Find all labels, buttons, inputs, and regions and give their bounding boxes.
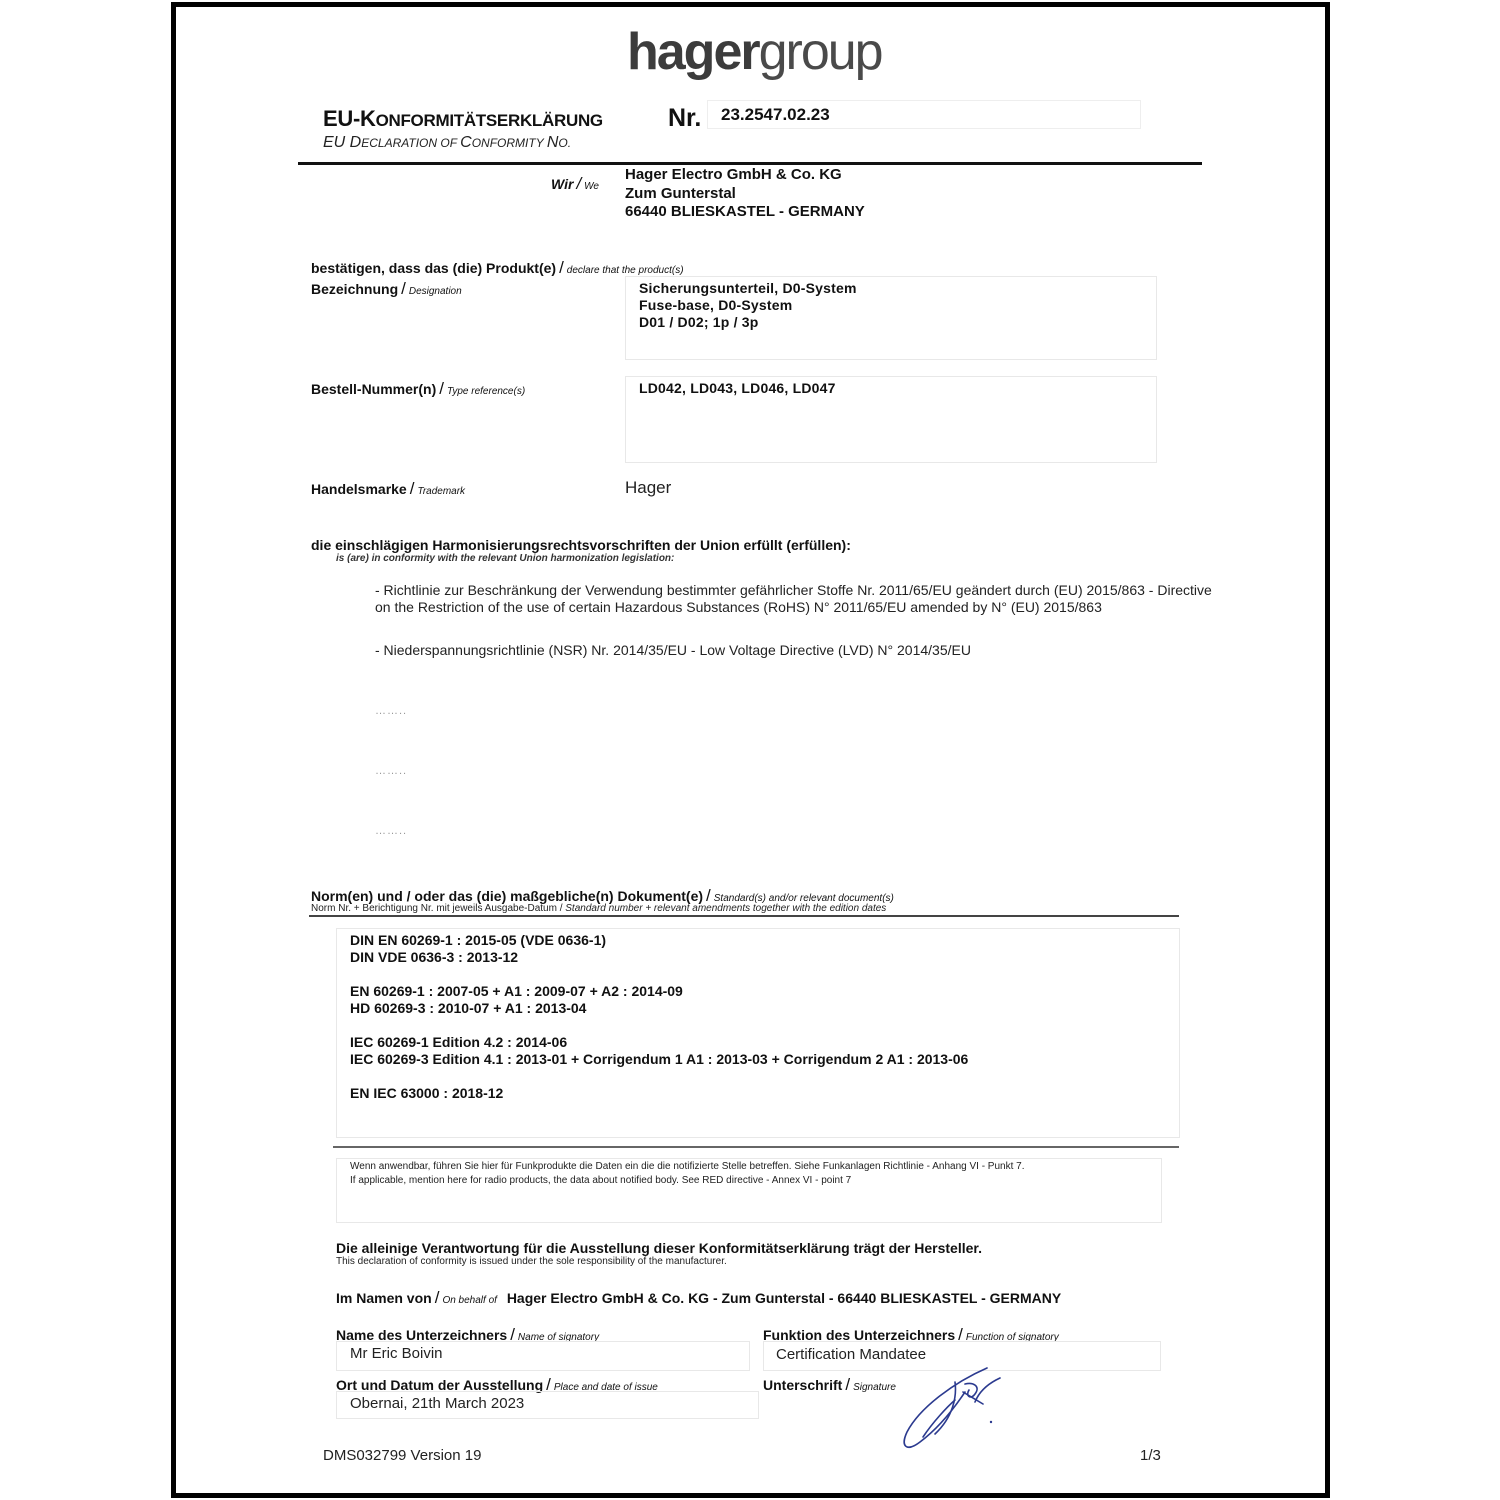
page-number: 1/3 <box>1140 1447 1161 1464</box>
legislation-placeholder: …….. <box>375 765 408 777</box>
legislation-item-lvd: - Niederspannungsrichtlinie (NSR) Nr. 2014/35/EU - Low Voltage Directive (LVD) N° 2014/35/EU <box>375 642 971 658</box>
designation-label: Bezeichnung / Designation <box>311 279 462 298</box>
document-page <box>171 2 1330 1498</box>
standards-subheading: Norm Nr. + Berichtigung Nr. mit jeweils Ausgabe-Datum / Standard number + relevant amendments together with the edition dates <box>311 903 887 914</box>
we-label: Wir / We <box>551 174 599 193</box>
standards-list: DIN EN 60269-1 : 2015-05 (VDE 0636-1) DIN VDE 0636-3 : 2013-12 EN 60269-1 : 2007-05 + A1 : 2009-07 + A2 : 2014-09 HD 60269-3 : 2010-07 + A1 : 2013-04 IEC 60269-1 Edition 4.2 : 2014-06 IEC 60269-3 Edition 4.1 : 2013-01 + Corrigendum 1 A1 : 2013-03 + Corrigendum 2 A1 : 2013-06 EN IEC 63000 : 2018-12 <box>350 932 969 1101</box>
signature-icon <box>895 1362 1015 1457</box>
signatory-function-label: Funktion des Unterzeichners / Function of signatory <box>763 1325 1059 1344</box>
manufacturer-address: Hager Electro GmbH & Co. KG Zum Gunterstal 66440 BLIESKASTEL - GERMANY <box>625 166 865 220</box>
designation-value: Sicherungsunterteil, D0-System Fuse-base, D0-System D01 / D02; 1p / 3p <box>639 280 857 330</box>
legislation-heading: die einschlägigen Harmonisierungsrechtsvorschriften der Union erfüllt (erfüllen): <box>311 537 851 553</box>
title-english: EU DECLARATION OF CONFORMITY NO. <box>323 134 572 151</box>
radio-products-note: Wenn anwendbar, führen Sie hier für Funkprodukte die Daten ein die die notifizierte Stelle betreffen. Siehe Funkanlagen Richtlinie - Anhang VI - Punkt 7. If applicable, mention here for radio products, the data about notified body. See RED directive - Annex VI - point 7 <box>350 1161 1025 1186</box>
responsibility-statement-en: This declaration of conformity is issued under the sole responsibility of the manufacturer. <box>336 1256 727 1267</box>
document-version: DMS032799 Version 19 <box>323 1447 482 1464</box>
signatory-name-label: Name des Unterzeichners / Name of signatory <box>336 1325 600 1344</box>
legislation-item-rohs: - Richtlinie zur Beschränkung der Verwendung bestimmter gefährlicher Stoffe Nr. 2011/65/EU geändert durch (EU) 2015/863 - Directive on the Restriction of the use of certain Hazardous Substances (RoHS) N° 2011/65/EU amended by N° (EU) 2015/863 <box>375 582 1212 615</box>
declaration-number: 23.2547.02.23 <box>721 105 830 124</box>
product-intro: bestätigen, dass das (die) Produkt(e) / declare that the product(s) <box>311 258 684 277</box>
type-reference-value: LD042, LD043, LD046, LD047 <box>639 380 836 396</box>
legislation-subheading: is (are) in conformity with the relevant Union harmonization legislation: <box>336 553 675 564</box>
responsibility-statement: Die alleinige Verantwortung für die Ausstellung dieser Konformitätserklärung trägt der Hersteller. <box>336 1240 982 1256</box>
legislation-placeholder: …….. <box>375 705 408 717</box>
header-divider <box>298 162 1202 165</box>
title-german: EU-KONFORMITÄTSERKLÄRUNG <box>323 106 603 131</box>
place-date: Obernai, 21th March 2023 <box>350 1395 525 1412</box>
trademark-value: Hager <box>625 478 672 497</box>
place-date-label: Ort und Datum der Ausstellung / Place and date of issue <box>336 1375 658 1394</box>
trademark-label: Handelsmarke / Trademark <box>311 479 466 498</box>
legislation-placeholder: …….. <box>375 825 408 837</box>
signature-label: Unterschrift / Signature <box>763 1375 896 1394</box>
standards-heading: Norm(en) und / oder das (die) maßgebliche(n) Dokument(e) / Standard(s) and/or relevant document(s) <box>311 886 894 905</box>
hagergroup-logo: hagergroup <box>627 23 882 81</box>
standards-divider <box>309 915 1179 917</box>
on-behalf-of: Im Namen von / On behalf of Hager Electro GmbH & Co. KG - Zum Gunterstal - 66440 BLIESKASTEL - GERMANY <box>336 1288 1062 1307</box>
standards-bottom-divider <box>333 1146 1179 1148</box>
signatory-function: Certification Mandatee <box>776 1346 927 1363</box>
signatory-name: Mr Eric Boivin <box>350 1345 443 1362</box>
title-nr-label: Nr. <box>668 104 702 132</box>
type-reference-label: Bestell-Nummer(n) / Type reference(s) <box>311 379 526 398</box>
